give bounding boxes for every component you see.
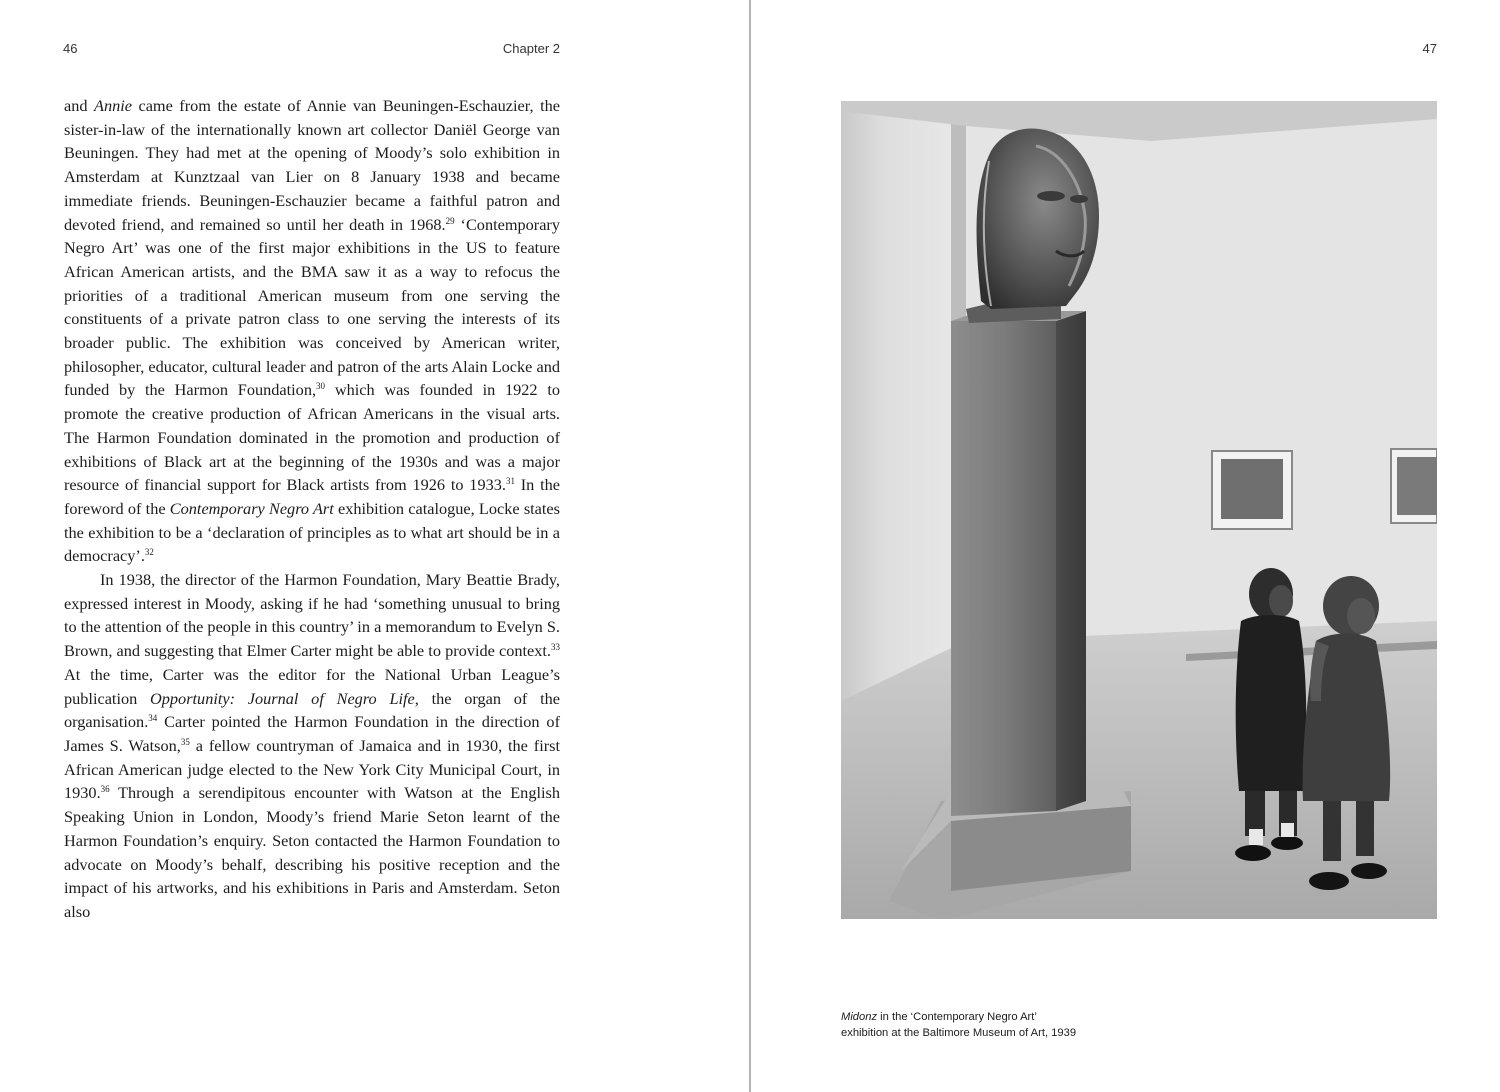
- text-run: At the time, Carter was the editor for the National Urban League’s publication: [64, 664, 560, 708]
- paragraph-2: [64, 568, 560, 924]
- photo-caption: [841, 1009, 1241, 1041]
- italic-text: Contemporary Negro Art: [169, 498, 334, 518]
- text-run: Through a serendipitous encounter with Watson at the English Speaking Union in London, Moody’s friend Marie Seton learnt of the Harmon Foundation’s enquiry. Seton contacted the Harmon Foundation to advocate on Moody’s behalf, describing his positive reception and the impact of his artworks, and his exhibitions in Paris and Amsterdam. Seton also: [64, 783, 560, 921]
- footnote-ref: 35: [180, 736, 190, 747]
- footnote-ref: 29: [445, 215, 455, 226]
- italic-text: Opportunity: Journal of Negro Life: [150, 688, 415, 708]
- caption-line-2: exhibition at the Baltimore Museum of Art, 1939: [841, 1027, 1077, 1039]
- page-number-left: 46: [63, 41, 78, 56]
- paragraph-1: [64, 94, 560, 568]
- caption-artwork-title: Midonz: [841, 1011, 878, 1023]
- caption-line-1: [841, 1009, 1241, 1025]
- text-run: Carter pointed the Harmon Foundation in the direction of James S. Watson,: [64, 712, 560, 755]
- text-run: a fellow countryman of Jamaica and in 1930, the first African American judge elected to the New York City Municipal Court, in 1930.: [64, 735, 561, 803]
- footnote-ref: 36: [100, 784, 110, 795]
- text-run: came from the estate of Annie van Beuningen-Eschauzier, the sister-in-law of the internationally known art collector Daniël George van Beuningen. They had met at the opening of Moody’s solo exhibition in Amsterdam at Kunztzaal van Lier on 8 January 1938 and became immediate friends. Beuningen-Eschauzier became a faithful patron and devoted friend, and remained so until her death in 1968.: [64, 96, 560, 234]
- text-run: In the foreword of the: [64, 475, 561, 518]
- footnote-ref: 30: [316, 381, 326, 392]
- text-run: and: [64, 96, 94, 115]
- text-run: which was founded in 1922 to promote the creative production of African Americans in the visual arts. The Harmon Foundation dominated in the promotion and production of exhibitions of Black art at the beginning of the 1930s and was a major resource of financial support for Black artists from 1926 to 1933.: [64, 380, 560, 495]
- italic-text: Annie: [94, 96, 132, 115]
- body-text: [64, 94, 560, 924]
- running-head: Chapter 2: [502, 41, 560, 56]
- footnote-ref: 31: [505, 476, 515, 487]
- footnote-ref: 34: [148, 713, 158, 724]
- footnote-ref: 32: [144, 547, 154, 558]
- text-run: In 1938, the director of the Harmon Foundation, Mary Beattie Brady, expressed interest in Moody, asking if he had ‘something unusual to bring to the attention of the people in this country’ in a memorandum to Evelyn S. Brown, and suggesting that Elmer Carter might be able to provide context.: [64, 570, 560, 661]
- footnote-ref: 33: [551, 642, 560, 653]
- right-page: [750, 0, 1500, 1092]
- text-run: exhibition catalogue, Locke states the exhibition to be a ‘declaration of principles as to what art should be in a democracy’.: [64, 498, 560, 566]
- text-run: ‘Contemporary Negro Art’ was one of the first major exhibitions in the US to feature African American artists, and the BMA saw it as a way to refocus the priorities of a traditional American museum from one serving the constituents of a private patron class to one serving the interests of its broader public. The exhibition was conceived by American writer, philosopher, educator, cultural leader and patron of the arts Alain Locke and funded by the Harmon Foundation,: [64, 214, 560, 400]
- text-run: , the organ of the organisation.: [64, 688, 560, 732]
- page-number-right: 47: [1422, 41, 1437, 56]
- caption-line-1-text: in the ‘Contemporary Negro Art’: [877, 1011, 1037, 1023]
- exhibition-photograph: [841, 101, 1437, 919]
